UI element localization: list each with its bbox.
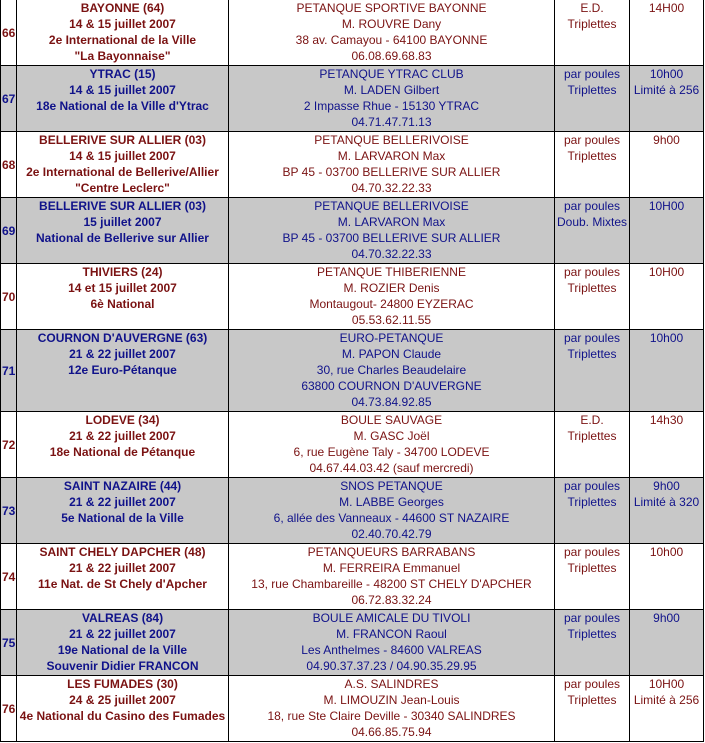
club-line: M. LADEN Gilbert (343, 83, 440, 97)
event-number: 72 (2, 437, 16, 452)
club-cell (229, 544, 555, 610)
format-cell (555, 610, 630, 676)
table-row (1, 264, 704, 330)
format-line: par poules (563, 331, 621, 345)
table-row (1, 412, 704, 478)
time-cell (630, 610, 704, 676)
time-cell (630, 412, 704, 478)
club-line: Montaugout- 24800 EYZERAC (309, 297, 474, 311)
format-line: par poules (563, 67, 621, 81)
club-line: 04.67.44.03.42 (sauf mercredi) (309, 461, 474, 475)
format-line: Triplettes (567, 693, 617, 707)
club-line: 02.40.70.42.79 (351, 527, 432, 541)
club-line: M. ROZIER Denis (343, 281, 440, 295)
table-row (1, 676, 704, 742)
venue-line: 21 & 22 juillet 2007 (69, 347, 176, 361)
event-number: 69 (2, 223, 16, 238)
venue-line: LODEVE (34) (85, 413, 160, 427)
club-line: BP 45 - 03700 BELLERIVE SUR ALLIER (282, 165, 501, 179)
time-cell (630, 676, 704, 742)
venue-line: 15 juillet 2007 (83, 215, 162, 229)
venue-line: 4e National du Casino des Fumades (19, 709, 226, 723)
venue-line: YTRAC (15) (89, 67, 156, 81)
table-row (1, 132, 704, 198)
table-row (1, 544, 704, 610)
club-line: BOULE SAUVAGE (340, 413, 443, 427)
format-cell (555, 676, 630, 742)
venue-line: BELLERIVE SUR ALLIER (03) (39, 133, 206, 147)
time-cell (630, 478, 704, 544)
event-number: 75 (2, 635, 16, 650)
event-number: 67 (2, 91, 16, 106)
venue-line: THIVIERS (24) (82, 265, 163, 279)
club-line: 30, rue Charles Beaudelaire (316, 363, 467, 377)
event-number-cell (1, 198, 17, 264)
club-cell (229, 412, 555, 478)
time-cell (630, 264, 704, 330)
club-line: 6, rue Eugène Taly - 34700 LODEVE (293, 445, 490, 459)
venue-line: 6è National (90, 297, 155, 311)
event-number-cell (1, 412, 17, 478)
event-number: 71 (2, 363, 16, 378)
event-number-cell (1, 610, 17, 676)
venue-line: 19e National de la Ville (57, 643, 188, 657)
venue-line: SAINT NAZAIRE (44) (63, 479, 182, 493)
venue-line: 2e International de Bellerive/Allier (26, 165, 219, 179)
time-cell (630, 66, 704, 132)
venue-line: 24 & 25 juillet 2007 (69, 693, 176, 707)
format-line: par poules (563, 265, 621, 279)
format-line: par poules (563, 479, 621, 493)
club-line: M. FRANCON Raoul (336, 627, 447, 641)
club-line: PETANQUE BELLERIVOISE (314, 199, 469, 213)
table-row (1, 478, 704, 544)
format-line: Triplettes (567, 495, 617, 509)
venue-line: SAINT CHELY DAPCHER (48) (39, 545, 206, 559)
venue-line: 2e International de la Ville (48, 33, 197, 47)
venue-line: "Centre Leclerc" (75, 181, 170, 195)
club-line: A.S. SALINDRES (344, 677, 439, 691)
venue-line: 21 & 22 juillet 2007 (69, 561, 176, 575)
event-number-cell (1, 66, 17, 132)
venue-line: Souvenir Didier FRANCON (46, 659, 199, 673)
venue-line: 21 & 22 juillet 2007 (69, 429, 176, 443)
club-line: M. LARVARON Max (337, 149, 446, 163)
club-line: BP 45 - 03700 BELLERIVE SUR ALLIER (282, 231, 501, 245)
club-line: M. PAPON Claude (341, 347, 442, 361)
format-line: Triplettes (567, 627, 617, 641)
venue-cell (17, 132, 229, 198)
event-number: 66 (2, 25, 16, 40)
venue-line: 18e National de Pétanque (49, 445, 196, 459)
club-line: M. FERREIRA Emmanuel (322, 561, 461, 575)
venue-line: BELLERIVE SUR ALLIER (03) (39, 199, 206, 213)
event-number: 76 (2, 701, 16, 716)
format-line: Triplettes (567, 17, 617, 31)
time-line: 10h00 (649, 545, 684, 559)
time-line: Limité à 320 (633, 495, 700, 509)
club-line: BOULE AMICALE DU TIVOLI (312, 611, 471, 625)
table-row (1, 66, 704, 132)
club-line: 06.72.83.32.24 (351, 593, 432, 607)
format-cell (555, 66, 630, 132)
format-line: par poules (563, 677, 621, 691)
time-line: Limité à 256 (633, 83, 700, 97)
club-line: PETANQUE YTRAC CLUB (319, 67, 464, 81)
club-line: Les Anthelmes - 84600 VALREAS (301, 643, 482, 657)
club-line: 2 Impasse Rhue - 15130 YTRAC (303, 99, 480, 113)
venue-line: 18e National de la Ville d'Ytrac (36, 99, 209, 113)
time-cell (630, 0, 704, 66)
format-line: E.D. (580, 1, 604, 15)
club-line: 6, allée des Vanneaux - 44600 ST NAZAIRE (273, 511, 510, 525)
format-cell (555, 478, 630, 544)
event-number: 70 (2, 289, 16, 304)
venue-line: 14 & 15 juillet 2007 (69, 149, 176, 163)
venue-line: 21 & 22 juillet 2007 (69, 627, 176, 641)
club-line: 04.71.47.71.13 (351, 115, 432, 129)
venue-line: LES FUMADES (30) (67, 677, 178, 691)
time-line: 9h00 (653, 479, 680, 493)
club-line: 04.66.85.75.94 (351, 725, 432, 739)
venue-cell (17, 330, 229, 412)
venue-cell (17, 412, 229, 478)
club-line: PETANQUE BELLERIVOISE (314, 133, 469, 147)
club-cell (229, 264, 555, 330)
club-line: 38 av. Camayou - 64100 BAYONNE (295, 33, 488, 47)
event-number-cell (1, 676, 17, 742)
venue-line: 11e Nat. de St Chely d'Apcher (38, 577, 207, 591)
venue-cell (17, 0, 229, 66)
time-line: 10h00 (649, 331, 684, 345)
table-row (1, 0, 704, 66)
club-line: M. GASC Joël (353, 429, 430, 443)
club-cell (229, 132, 555, 198)
event-number-cell (1, 264, 17, 330)
format-line: par poules (563, 199, 621, 213)
time-cell (630, 544, 704, 610)
venue-line: 21 & 22 juillet 2007 (69, 495, 176, 509)
time-cell (630, 132, 704, 198)
time-line: 14h30 (649, 413, 684, 427)
format-cell (555, 0, 630, 66)
venue-line: 14 & 15 juillet 2007 (69, 17, 176, 31)
club-line: SNOS PETANQUE (340, 479, 443, 493)
venue-line: 12e Euro-Pétanque (68, 363, 177, 377)
club-line: M. LABBE Georges (339, 495, 444, 509)
format-cell (555, 198, 630, 264)
format-line: Triplettes (567, 429, 617, 443)
venue-line: "La Bayonnaise" (74, 49, 171, 63)
club-line: PETANQUE SPORTIVE BAYONNE (296, 1, 487, 15)
time-line: 10h00 (649, 67, 684, 81)
event-number-cell (1, 544, 17, 610)
table-row (1, 330, 704, 412)
club-cell (229, 610, 555, 676)
event-number-cell (1, 132, 17, 198)
table-row (1, 610, 704, 676)
format-cell (555, 264, 630, 330)
club-line: 04.90.37.37.23 / 04.90.35.29.95 (306, 659, 477, 673)
venue-line: 5e National de la Ville (61, 511, 184, 525)
venue-cell (17, 544, 229, 610)
club-line: 13, rue Chambareille - 48200 ST CHELY D'APCHER (251, 577, 532, 591)
event-number: 68 (2, 157, 16, 172)
club-line: EURO-PETANQUE (339, 331, 444, 345)
venue-cell (17, 198, 229, 264)
club-line: M. LIMOUZIN Jean-Louis (323, 693, 460, 707)
time-line: 10H00 (648, 677, 685, 691)
venue-line: 14 et 15 juillet 2007 (68, 281, 177, 295)
club-line: 06.08.69.68.83 (351, 49, 432, 63)
format-cell (555, 412, 630, 478)
venue-line: VALREAS (84) (81, 611, 164, 625)
club-cell (229, 198, 555, 264)
time-line: 10H00 (648, 265, 685, 279)
format-line: Triplettes (567, 83, 617, 97)
event-number-cell (1, 330, 17, 412)
club-line: 04.70.32.22.33 (351, 247, 432, 261)
time-cell (630, 198, 704, 264)
club-line: PETANQUE THIBERIENNE (317, 265, 466, 279)
event-number: 73 (2, 503, 16, 518)
club-line: M. ROUVRE Dany (341, 17, 442, 31)
format-line: Triplettes (567, 281, 617, 295)
club-cell (229, 0, 555, 66)
club-line: PETANQUEURS BARRABANS (307, 545, 476, 559)
format-cell (555, 132, 630, 198)
events-table-body (1, 0, 704, 742)
format-line: par poules (563, 611, 621, 625)
time-line: 9h00 (653, 133, 680, 147)
club-line: 04.70.32.22.33 (351, 181, 432, 195)
format-line: Doub. Mixtes (556, 215, 628, 229)
venue-cell (17, 66, 229, 132)
format-line: Triplettes (567, 149, 617, 163)
venue-line: National de Bellerive sur Allier (36, 231, 209, 245)
time-cell (630, 330, 704, 412)
time-line: 9h00 (653, 611, 680, 625)
club-line: 04.73.84.92.85 (351, 395, 432, 409)
event-number-cell (1, 0, 17, 66)
venue-cell (17, 478, 229, 544)
venue-line: BAYONNE (64) (80, 1, 165, 15)
club-cell (229, 330, 555, 412)
club-line: M. LARVARON Max (337, 215, 446, 229)
event-number-cell (1, 478, 17, 544)
venue-line: COURNON D'AUVERGNE (63) (37, 331, 208, 345)
club-line: 18, rue Ste Claire Deville - 30340 SALINDRES (267, 709, 516, 723)
format-cell (555, 330, 630, 412)
format-line: Triplettes (567, 561, 617, 575)
club-cell (229, 66, 555, 132)
format-line: Triplettes (567, 347, 617, 361)
venue-cell (17, 676, 229, 742)
venue-cell (17, 264, 229, 330)
venue-cell (17, 610, 229, 676)
event-number: 74 (2, 569, 16, 584)
club-cell (229, 478, 555, 544)
format-line: E.D. (580, 413, 604, 427)
club-cell (229, 676, 555, 742)
time-line: 14H00 (648, 1, 685, 15)
format-cell (555, 544, 630, 610)
table-row (1, 198, 704, 264)
venue-line: 14 & 15 juillet 2007 (69, 83, 176, 97)
time-line: Limité à 256 (633, 693, 700, 707)
club-line: 05.53.62.11.55 (351, 313, 432, 327)
format-line: par poules (563, 545, 621, 559)
club-line: 63800 COURNON D'AUVERGNE (301, 379, 482, 393)
format-line: par poules (563, 133, 621, 147)
time-line: 10H00 (648, 199, 685, 213)
